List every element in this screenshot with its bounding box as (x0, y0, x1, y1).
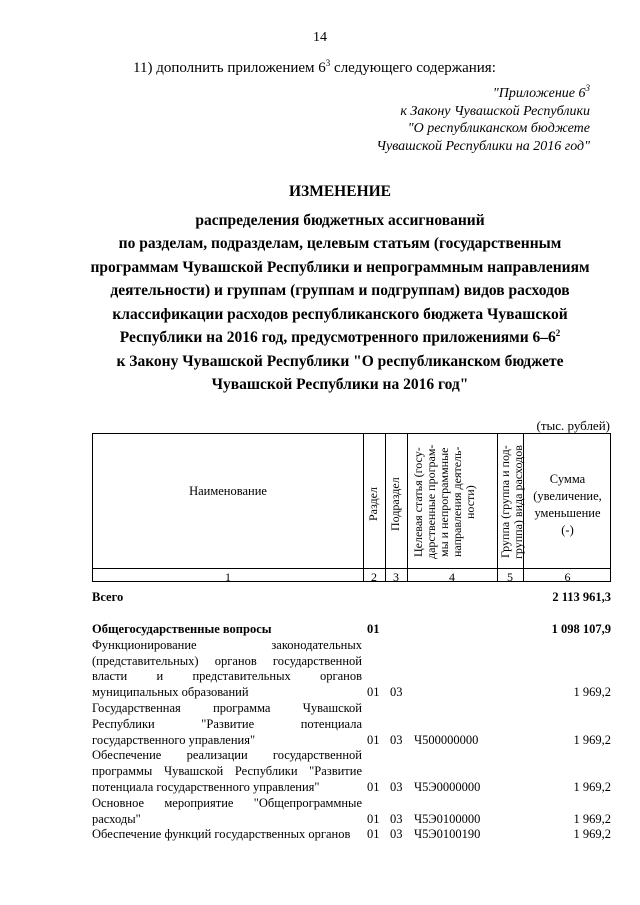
row-target: Ч500000000 (414, 732, 479, 747)
row-name: Основное мероприятие "Общепрограммные расходы" (92, 795, 362, 826)
row-name: Всего (92, 590, 124, 604)
row-sum: 1 969,2 (573, 779, 611, 794)
row-target: Ч5Э0000000 (414, 779, 481, 794)
row-target: Ч5Э0100000 (414, 811, 481, 826)
header-name: Наименование (189, 484, 267, 498)
unit-label: (тыс. рублей) (536, 418, 610, 433)
intro-text: 11) дополнить приложением $6^3$ следующего содержания: (133, 58, 496, 76)
row-target: Ч5Э0100190 (414, 827, 481, 842)
column-number: 6 (564, 570, 571, 584)
row-sum: 1 098 107,9 (551, 622, 611, 636)
column-number: 3 (393, 570, 399, 584)
row-section: 01 (367, 685, 380, 700)
row-name: Государственная программа Чувашской Республики "Развитие потенциала государственного управления" (92, 700, 362, 747)
row-sum: 2 113 961,3 (552, 590, 611, 604)
table-body (92, 590, 611, 843)
row-name: Общегосударственные вопросы (92, 622, 272, 636)
column-number: 4 (449, 570, 455, 584)
row-sum: 1 969,2 (573, 685, 611, 700)
row-subsection: 03 (390, 685, 403, 700)
table-row (92, 590, 611, 622)
row-subsection: 03 (390, 827, 403, 842)
header-target: Целевая статья (госу- дарственные програм- мы и непрограммные направления деятель- ности) (411, 444, 477, 560)
table-row (92, 701, 611, 748)
table-row (92, 638, 611, 701)
row-sum: 1 969,2 (573, 811, 611, 826)
row-section: 01 (367, 779, 380, 794)
header-sum: Сумма (увеличение, уменьшение (-) (533, 472, 602, 537)
column-number: 1 (225, 570, 231, 584)
table-header (92, 433, 611, 582)
row-sum: 1 969,2 (573, 732, 611, 747)
column-number: 5 (507, 570, 513, 584)
row-name: Обеспечение реализации государственной программы Чувашской Республики "Развитие потенциала государственного управления" (92, 748, 362, 794)
appendix-header: "Приложение $6^3$ к Закону Чувашской Республики "О республиканском бюджете Чувашской Республики на 2016 год" (376, 83, 590, 154)
title-heading: ИЗМЕНЕНИЕ (288, 183, 392, 200)
table-row (92, 796, 611, 828)
row-section: 01 (367, 827, 380, 842)
row-subsection: 03 (390, 732, 403, 747)
column-number: 2 (371, 570, 377, 584)
row-name: Обеспечение функций государственных органов (92, 827, 351, 842)
table-row (92, 827, 611, 843)
table-row (92, 622, 611, 638)
header-group: Группа (группа и под- группа) вида расходов (498, 445, 525, 559)
table-row (92, 748, 611, 795)
header-subsection: Подраздел (388, 477, 402, 531)
row-section: 01 (367, 622, 380, 636)
row-sum: 1 969,2 (573, 827, 611, 842)
row-section: 01 (367, 811, 380, 826)
row-subsection: 03 (390, 779, 403, 794)
row-name: Функционирование законодательных (представительных) органов государственной власти и представительных органов муниципальных образований (92, 637, 362, 700)
document-title: ИЗМЕНЕНИЕ распределения бюджетных ассигнований по разделам, подразделам, целевым статьям (государственным программам Чувашской Республики и непрограммным направлениям деятельности) и группам (группам и подгруппам) видов расходов классификации расходов республиканского бюджета Чувашской Республики на 2016 год, предусмотренного приложениями $6-6^2$ к Закону Чувашской Республики "О республиканском бюджете Чувашской Республики на 2016 год" (60, 180, 620, 397)
page-number: 14 (313, 30, 327, 45)
row-section: 01 (367, 732, 380, 747)
header-section: Раздел (366, 487, 380, 521)
row-subsection: 03 (390, 811, 403, 826)
